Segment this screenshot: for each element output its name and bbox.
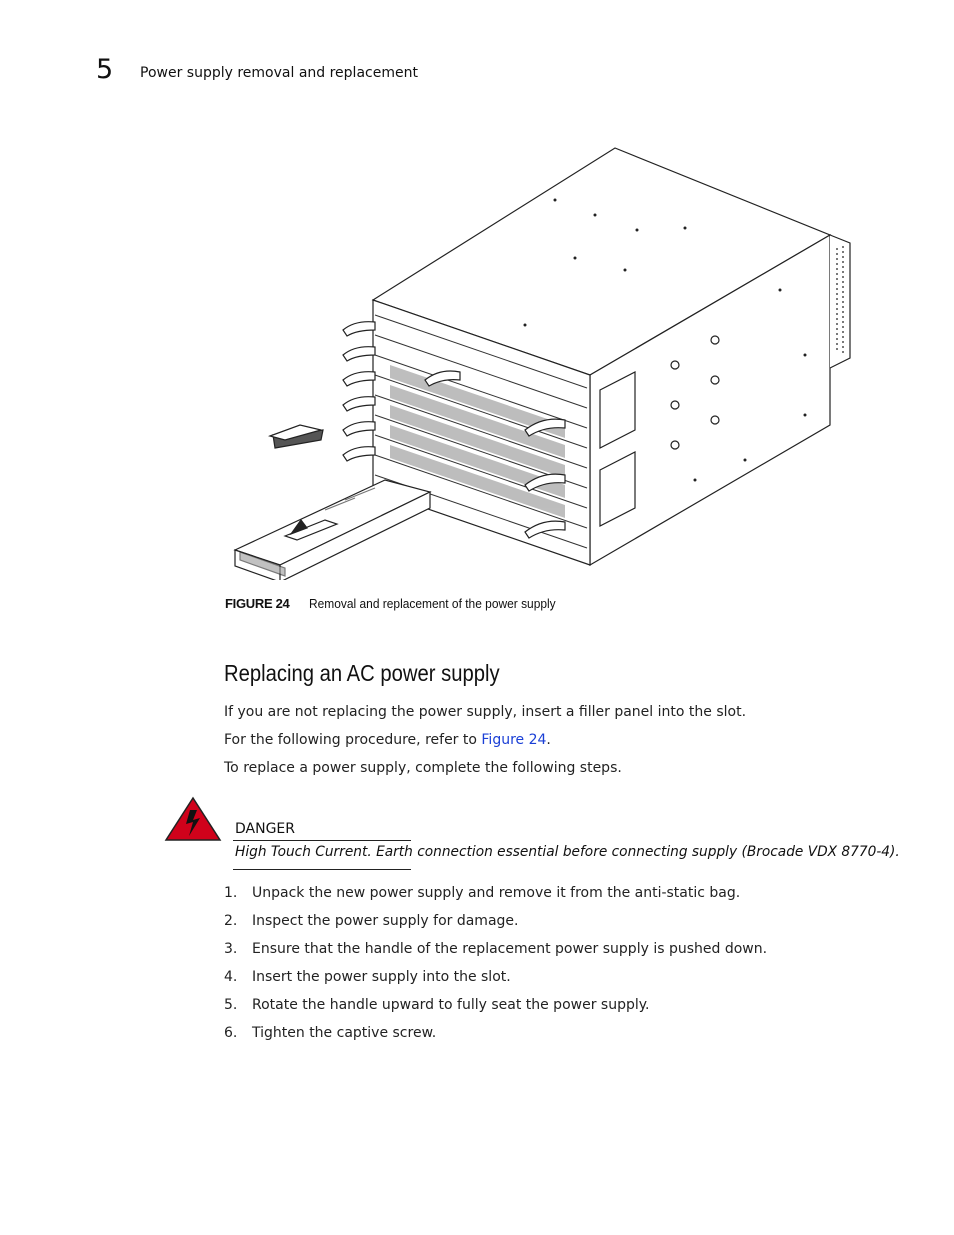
danger-top-rule — [233, 840, 411, 841]
figure-caption — [225, 596, 556, 611]
step-text: Tighten the captive screw. — [252, 1025, 437, 1041]
paragraph-figure-reference — [224, 732, 551, 748]
figure-label: FIGURE 24 — [225, 596, 290, 611]
danger-bottom-rule — [233, 869, 411, 870]
paragraph-figure-reference-prefix: For the following procedure, refer to — [224, 732, 482, 748]
running-header-title: Power supply removal and replacement — [140, 65, 418, 81]
paragraph-figure-reference-suffix: . — [546, 732, 551, 748]
paragraph-steps-intro: To replace a power supply, complete the following steps. — [224, 760, 622, 776]
step-text: Ensure that the handle of the replacement power supply is pushed down. — [252, 941, 768, 957]
step-number: 4. — [224, 969, 238, 985]
step-number: 5. — [224, 997, 238, 1013]
step-text: Inspect the power supply for damage. — [252, 913, 519, 929]
figure-24-link[interactable]: Figure 24 — [481, 732, 547, 748]
figure-caption-text: Removal and replacement of the power supply — [309, 596, 556, 611]
step-number: 1. — [224, 885, 238, 901]
step-text: Rotate the handle upward to fully seat the power supply. — [252, 997, 650, 1013]
step-text: Insert the power supply into the slot. — [252, 969, 511, 985]
danger-message: High Touch Current. Earth connection essential before connecting supply (Brocade VDX 8770-4). — [235, 844, 900, 860]
chassis-power-supply-illustration — [225, 140, 865, 580]
paragraph-filler-panel: If you are not replacing the power supply, insert a filler panel into the slot. — [224, 704, 747, 720]
step-number: 3. — [224, 941, 238, 957]
danger-label: DANGER — [235, 821, 296, 837]
chapter-number: 5 — [96, 54, 114, 85]
step-number: 2. — [224, 913, 238, 929]
step-number: 6. — [224, 1025, 238, 1041]
step-text: Unpack the new power supply and remove it from the anti-static bag. — [252, 885, 741, 901]
danger-electrical-hazard-icon — [164, 796, 222, 842]
section-heading: Replacing an AC power supply — [224, 660, 500, 686]
